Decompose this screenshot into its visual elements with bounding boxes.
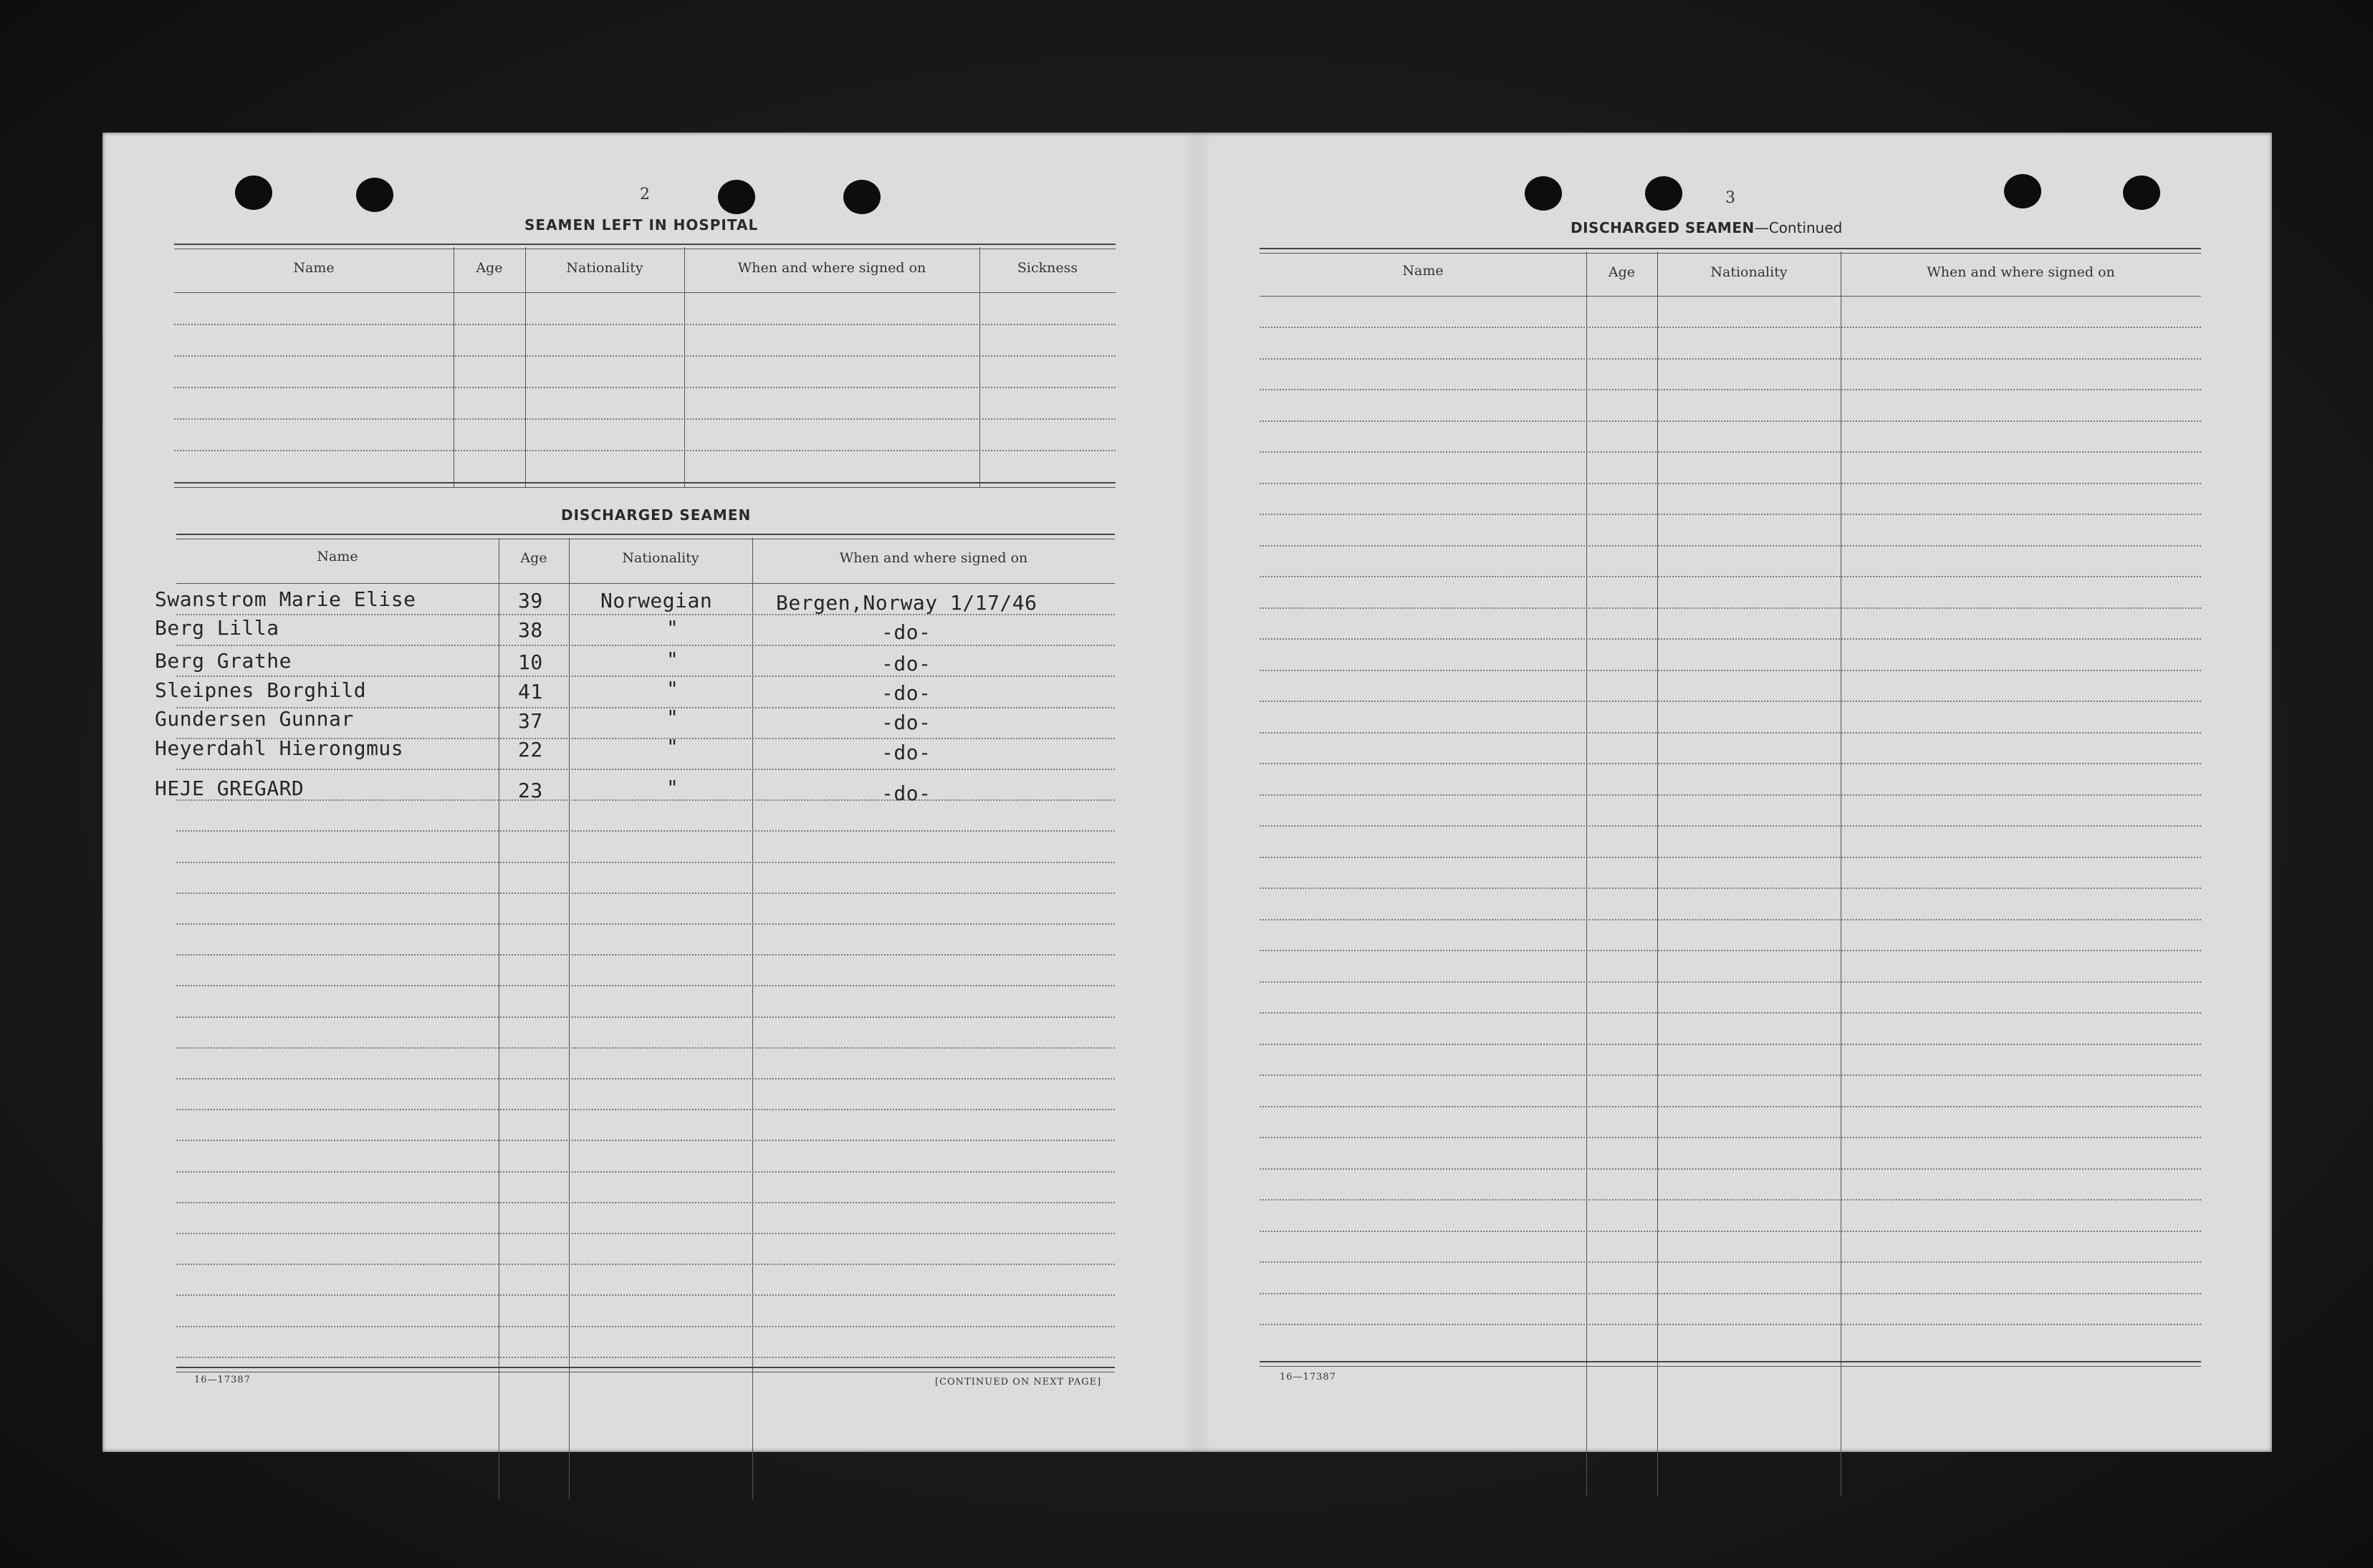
row-line xyxy=(176,893,1115,894)
column-header-signed-on: When and where signed on xyxy=(737,260,926,276)
column-header-name: Name xyxy=(293,260,335,276)
column-header-name: Name xyxy=(1402,263,1444,279)
punch-hole xyxy=(843,180,881,214)
row-line xyxy=(1260,763,2201,764)
row-line xyxy=(176,954,1115,956)
seaman-name: Berg Grathe xyxy=(155,649,292,673)
seaman-name: Swanstrom Marie Elise xyxy=(155,587,416,611)
form-number: 16—17387 xyxy=(194,1375,251,1385)
row-line xyxy=(176,1264,1115,1265)
row-line xyxy=(176,923,1115,925)
row-line xyxy=(1260,545,2201,547)
seaman-signed-on: -do- xyxy=(881,781,931,805)
footer-rule xyxy=(174,482,1116,488)
row-line xyxy=(1260,389,2201,390)
page-fold xyxy=(1183,133,1212,1452)
continued-suffix: —Continued xyxy=(1754,219,1843,236)
row-line xyxy=(176,1171,1115,1173)
seaman-nationality: " xyxy=(666,735,679,759)
row-line xyxy=(1260,451,2201,453)
seaman-signed-on: Bergen,Norway 1/17/46 xyxy=(776,591,1037,615)
column-header-nationality: Nationality xyxy=(566,260,643,276)
column-header-age: Age xyxy=(1608,264,1636,280)
row-line xyxy=(176,1233,1115,1234)
row-line xyxy=(1260,1293,2201,1294)
column-divider xyxy=(752,538,753,1499)
row-line xyxy=(176,1294,1115,1296)
row-line xyxy=(1260,1261,2201,1263)
continued-note: [CONTINUED ON NEXT PAGE] xyxy=(935,1377,1102,1387)
row-line xyxy=(1260,420,2201,422)
row-line xyxy=(176,799,1115,801)
footer-rule xyxy=(176,1367,1115,1372)
column-header-signed-on: When and where signed on xyxy=(839,550,1028,566)
row-line xyxy=(1260,950,2201,951)
document-sheet xyxy=(102,133,2272,1452)
row-line xyxy=(174,324,1116,325)
seaman-nationality: " xyxy=(666,776,679,799)
column-header-nationality: Nationality xyxy=(1710,264,1788,280)
row-line xyxy=(1260,1012,2201,1014)
seaman-signed-on: -do- xyxy=(881,681,931,705)
row-line xyxy=(176,1078,1115,1079)
page-number: 2 xyxy=(640,186,650,203)
column-divider xyxy=(979,247,980,488)
column-divider xyxy=(1586,251,1587,1496)
seaman-name: Berg Lilla xyxy=(155,616,279,640)
row-line xyxy=(1260,981,2201,983)
header-rule xyxy=(1260,296,2201,297)
seaman-name: Sleipnes Borghild xyxy=(155,678,367,702)
discharged-title-text: DISCHARGED SEAMEN xyxy=(1571,219,1755,236)
seaman-signed-on: -do- xyxy=(881,620,931,644)
row-line xyxy=(176,1109,1115,1110)
row-line xyxy=(1260,576,2201,577)
row-line xyxy=(1260,794,2201,796)
page-number: 3 xyxy=(1725,189,1735,207)
row-line xyxy=(1260,1168,2201,1170)
row-line xyxy=(1260,1106,2201,1107)
row-line xyxy=(176,830,1115,832)
row-line xyxy=(176,645,1115,646)
row-line xyxy=(1260,732,2201,734)
column-divider xyxy=(569,538,570,1499)
column-header-age: Age xyxy=(476,260,503,276)
row-line xyxy=(176,1326,1115,1327)
row-line xyxy=(1260,857,2201,858)
row-line xyxy=(176,1140,1115,1141)
column-header-sickness: Sickness xyxy=(1017,260,1078,276)
row-line xyxy=(1260,1324,2201,1325)
punch-hole xyxy=(1525,176,1562,211)
row-line xyxy=(1260,701,2201,702)
header-rule xyxy=(174,292,1116,293)
punch-hole xyxy=(356,178,393,212)
row-line xyxy=(1260,638,2201,640)
header-rule xyxy=(174,244,1116,249)
seaman-name: Heyerdahl Hierongmus xyxy=(155,736,404,760)
row-line xyxy=(1260,1231,2201,1232)
footer-rule xyxy=(1260,1361,2201,1367)
seaman-age: 22 xyxy=(518,738,543,761)
row-line xyxy=(176,1202,1115,1203)
row-line xyxy=(174,387,1116,388)
seaman-age: 37 xyxy=(518,709,543,733)
column-header-age: Age xyxy=(520,550,547,566)
row-line xyxy=(174,355,1116,357)
seaman-age: 38 xyxy=(518,618,543,642)
row-line xyxy=(1260,514,2201,515)
row-line xyxy=(1260,483,2201,484)
row-line xyxy=(176,1016,1115,1018)
column-header-signed-on: When and where signed on xyxy=(1927,264,2115,280)
row-line xyxy=(1260,1044,2201,1045)
seaman-nationality: " xyxy=(666,648,679,671)
form-number: 16—17387 xyxy=(1280,1372,1336,1382)
column-header-nationality: Nationality xyxy=(622,550,699,566)
row-line xyxy=(1260,1074,2201,1076)
seaman-name: HEJE GREGARD xyxy=(155,776,305,800)
seaman-signed-on: -do- xyxy=(881,741,931,764)
seaman-name: Gundersen Gunnar xyxy=(155,707,354,731)
punch-hole xyxy=(2123,175,2160,210)
punch-hole xyxy=(718,180,755,214)
hospital-section-title: SEAMEN LEFT IN HOSPITAL xyxy=(524,216,759,234)
row-line xyxy=(1260,919,2201,920)
seaman-age: 23 xyxy=(518,779,543,802)
column-divider xyxy=(684,247,685,488)
row-line xyxy=(176,985,1115,986)
row-line xyxy=(1260,825,2201,827)
seaman-nationality: " xyxy=(666,616,679,640)
row-line xyxy=(1260,358,2201,360)
row-line xyxy=(176,862,1115,863)
discharged-continued-title xyxy=(1571,219,1842,236)
punch-hole xyxy=(2004,174,2041,208)
punch-hole xyxy=(235,175,272,210)
seaman-nationality: " xyxy=(666,677,679,701)
row-line xyxy=(1260,607,2201,609)
row-line xyxy=(1260,888,2201,889)
seaman-nationality: Norwegian xyxy=(600,589,713,612)
seaman-age: 41 xyxy=(518,680,543,703)
row-line xyxy=(174,450,1116,451)
row-line xyxy=(176,769,1115,770)
header-rule xyxy=(176,583,1115,584)
row-line xyxy=(176,1357,1115,1358)
column-header-name: Name xyxy=(317,549,358,564)
seaman-nationality: " xyxy=(666,706,679,729)
punch-hole xyxy=(1645,176,1682,211)
row-line xyxy=(176,1047,1115,1049)
row-line xyxy=(176,675,1115,677)
seaman-signed-on: -do- xyxy=(881,652,931,675)
row-line xyxy=(1260,327,2201,328)
row-line xyxy=(1260,670,2201,671)
seaman-signed-on: -do- xyxy=(881,711,931,734)
row-line xyxy=(1260,1199,2201,1201)
header-rule xyxy=(176,534,1115,539)
row-line xyxy=(174,418,1116,420)
seaman-age: 10 xyxy=(518,650,543,674)
column-divider xyxy=(1657,251,1658,1496)
header-rule xyxy=(1260,248,2201,254)
seaman-age: 39 xyxy=(518,589,543,612)
column-divider xyxy=(525,247,526,488)
discharged-section-title: DISCHARGED SEAMEN xyxy=(561,506,752,524)
row-line xyxy=(1260,1137,2201,1138)
